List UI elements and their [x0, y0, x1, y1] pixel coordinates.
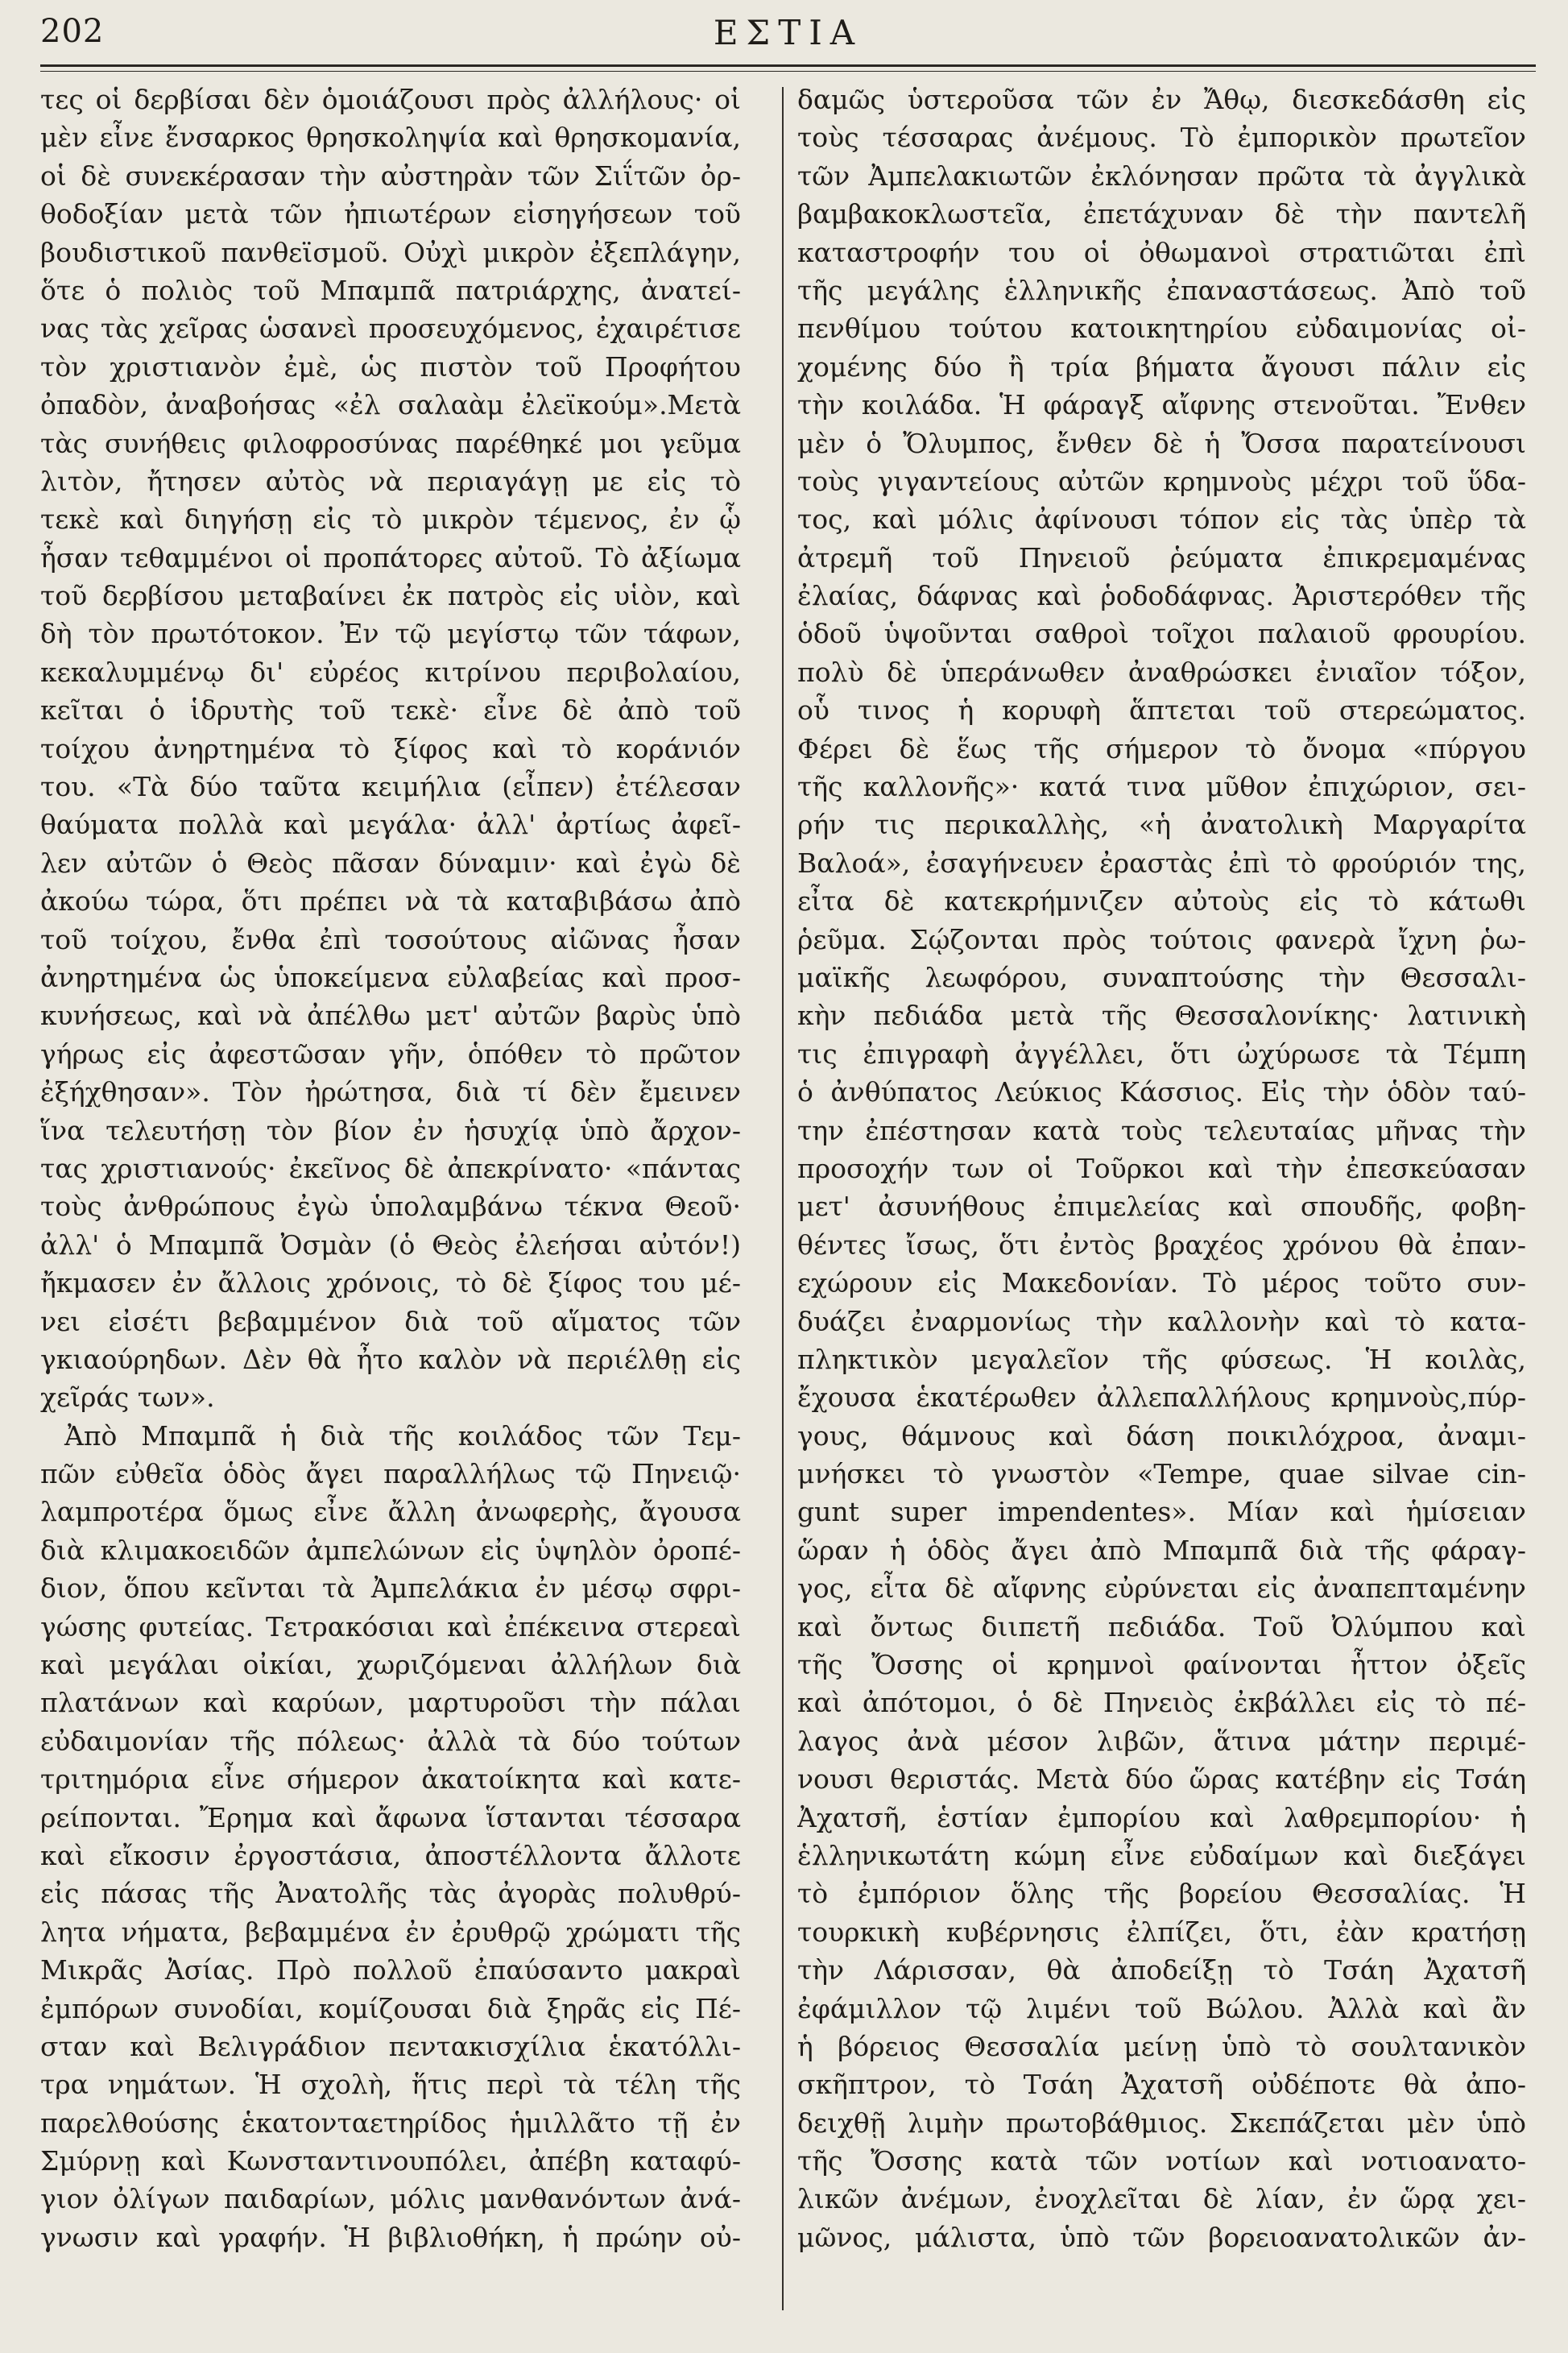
text-line: τρα νημάτων. Ἡ σχολὴ, ἥτις περὶ τὰ τέλη τῆς: [40, 2069, 741, 2101]
text-line: ἀνηρτημένα ὡς ὑποκείμενα εὐλαβείας καὶ προσ-: [40, 961, 741, 993]
text-line: ἀκούω τώρα, ὅτι πρέπει νὰ τὰ καταβιβάσω ἀπὸ: [40, 885, 741, 918]
text-line: ἔχουσα ἑκατέρωθεν ἀλλεπαλλήλους κρημνοὺς,πύρ-: [797, 1382, 1526, 1414]
text-line: τοὺς τέσσαρας ἀνέμους. Τὸ ἐμπορικὸν πρωτεῖον: [797, 122, 1526, 154]
text-line: βαμβακοκλωστεῖα, ἐπετάχυναν δὲ τὴν παντελῆ: [797, 198, 1526, 230]
text-line: μῶνος, μάλιστα, ὑπὸ τῶν βορειοανατολικῶν ἀν-: [797, 2221, 1526, 2253]
text-line: τῆς καλλονῆς»· κατά τινα μῦθον ἐπιχώριον, σει-: [797, 771, 1526, 803]
text-line: τοὺς ἀνθρώπους ἐγὼ ὑπολαμβάνω τέκνα Θεοῦ·: [40, 1191, 741, 1223]
text-line: τῆς μεγάλης ἑλληνικῆς ἐπαναστάσεως. Ἀπὸ τοῦ: [797, 274, 1526, 306]
text-line: πολὺ δὲ ὑπεράνωθεν ἀναθρώσκει ἐνιαῖον τόξον,: [797, 656, 1526, 688]
text-line: ἦσαν τεθαμμένοι οἱ προπάτορες αὐτοῦ. Τὸ ἀξίωμα: [40, 541, 741, 574]
text-line: λαμπροτέρα ὅμως εἶνε ἄλλη ἀνωφερὴς, ἄγουσα: [40, 1496, 741, 1528]
text-line: κὴν πεδιάδα μετὰ τῆς Θεσσαλονίκης· λατινικὴ: [797, 1000, 1526, 1032]
text-line: σκῆπτρον, τὸ Τσάη Ἀχατσῆ οὐδέποτε θὰ ἀπο-: [797, 2069, 1526, 2101]
text-line: τῆς Ὄσσης κατὰ τῶν νοτίων καὶ νοτιοανατο-: [797, 2145, 1526, 2177]
text-line: εὐδαιμονίαν τῆς πόλεως· ἀλλὰ τὰ δύο τούτων: [40, 1725, 741, 1757]
text-line: τὸ ἐμπόριον ὅλης τῆς βορείου Θεσσαλίας. Ἡ: [797, 1878, 1526, 1910]
text-line: βουδιστικοῦ πανθεϊσμοῦ. Οὐχὶ μικρὸν ἐξεπλάγην,: [40, 236, 741, 268]
text-line: γώσης φυτείας. Τετρακόσιαι καὶ ἐπέκεινα στερεαὶ: [40, 1610, 741, 1643]
text-line: διὰ κλιμακοειδῶν ἀμπελώνων εἰς ὑψηλὸν ὀροπέ-: [40, 1534, 741, 1566]
text-line: ὀπαδὸν, ἀναβοήσας «ἐλ σαλαὰμ ἐλεϊκούμ».Μετὰ: [40, 389, 741, 421]
text-line: μνήσκει τὸ γνωστὸν «Tempe, quae silvae cin-: [797, 1458, 1526, 1490]
text-line: πληκτικὸν μεγαλεῖον τῆς φύσεως. Ἡ κοιλὰς,: [797, 1343, 1526, 1375]
text-line: ὅτε ὁ πολιὸς τοῦ Μπαμπᾶ πατριάρχης, ἀνατεί-: [40, 274, 741, 306]
text-line: τας χριστιανούς· ἐκεῖνος δὲ ἀπεκρίνατο· «πάντας: [40, 1152, 741, 1184]
text-line: καταστροφήν του οἱ ὀθωμανοὶ στρατιῶται ἐπὶ: [797, 236, 1526, 268]
text-line: ἐμπόρων συνοδίαι, κομίζουσαι διὰ ξηρᾶς εἰς Πέ-: [40, 1992, 741, 2024]
text-line: τοῦ δερβίσου μεταβαίνει ἐκ πατρὸς εἰς υἱὸν, καὶ: [40, 580, 741, 612]
text-line: ῥεῦμα. Σῴζονται πρὸς τούτοις φανερὰ ἴχνη ῥω-: [797, 923, 1526, 955]
text-line: ἀτρεμῆ τοῦ Πηνειοῦ ῥεύματα ἐπικρεμαμένας: [797, 541, 1526, 574]
text-line: καὶ εἴκοσιν ἐργοστάσια, ἀποστέλλοντα ἄλλοτε: [40, 1839, 741, 1871]
text-line: εχώρουν εἰς Μακεδονίαν. Τὸ μέρος τοῦτο συν-: [797, 1267, 1526, 1299]
text-line: τεκὲ καὶ διηγήσῃ εἰς τὸ μικρὸν τέμενος, ἐν ᾧ: [40, 503, 741, 536]
right-column: [797, 81, 1526, 2256]
text-line: μαϊκῆς λεωφόρου, συναπτούσης τὴν Θεσσαλι-: [797, 961, 1526, 993]
text-line: λικῶν ἀνέμων, ἐνοχλεῖται δὲ λίαν, ἐν ὥρᾳ χει-: [797, 2183, 1526, 2215]
text-line: καὶ ἀπότομοι, ὁ δὲ Πηνειὸς ἐκβάλλει εἰς τὸ πέ-: [797, 1687, 1526, 1719]
page-number: 202: [40, 13, 105, 50]
text-line: τοῦ τοίχου, ἔνθα ἐπὶ τοσούτους αἰῶνας ἦσαν: [40, 923, 741, 955]
text-line: λιτὸν, ἤτησεν αὐτὸς νὰ περιαγάγῃ με εἰς τὸ: [40, 465, 741, 497]
text-line: ἵνα τελευτήσῃ τὸν βίον ἐν ἡσυχίᾳ ὑπὸ ἄρχον-: [40, 1114, 741, 1146]
text-line: τος, καὶ μόλις ἀφίνουσι τόπον εἰς τὰς ὑπὲρ τὰ: [797, 503, 1526, 536]
text-line: μετ' ἀσυνήθους ἐπιμελείας καὶ σπουδῆς, φοβη-: [797, 1191, 1526, 1223]
text-line: την ἐπέστησαν κατὰ τοὺς τελευταίας μῆνας τὴν: [797, 1114, 1526, 1146]
text-line: εἰς πάσας τῆς Ἀνατολῆς τὰς ἀγορὰς πολυθρύ-: [40, 1878, 741, 1910]
text-line: ρείπονται. Ἔρημα καὶ ἄφωνα ἵστανται τέσσαρα: [40, 1801, 741, 1833]
text-line: πενθίμου τούτου κατοικητηρίου εὐδαιμονίας οἰ-: [797, 313, 1526, 345]
page-header: [40, 8, 1536, 56]
text-line: γους, θάμνους καὶ δάση ποικιλόχροα, ἀναμι-: [797, 1419, 1526, 1452]
text-line: προσοχήν των οἱ Τοῦρκοι καὶ τὴν ἐπεσκεύασαν: [797, 1152, 1526, 1184]
text-line: δαμῶς ὑστεροῦσα τῶν ἐν Ἄθῳ, διεσκεδάσθη εἰς: [797, 84, 1526, 115]
text-line: ἐφάμιλλον τῷ λιμένι τοῦ Βώλου. Ἀλλὰ καὶ ἂν: [797, 1992, 1526, 2024]
text-line: νας τὰς χεῖρας ὡσανεὶ προσευχόμενος, ἐχαιρέτισε: [40, 313, 741, 345]
left-column: [40, 81, 741, 2256]
text-line: σταν καὶ Βελιγράδιον πεντακισχίλια ἑκατόλλι-: [40, 2030, 741, 2062]
text-line: λητα νήματα, βεβαμμένα ἐν ἐρυθρῷ χρώματι τῆς: [40, 1916, 741, 1948]
text-line: ὁ ἀνθύπατος Λεύκιος Κάσσιος. Εἰς τὴν ὁδὸν ταύ-: [797, 1076, 1526, 1108]
text-line: gunt super impendentes». Μίαν καὶ ἡμίσειαν: [797, 1496, 1526, 1528]
text-line: μὲν εἶνε ἔνσαρκος θρησκοληψία καὶ θρησκομανία,: [40, 122, 741, 154]
text-line: Ἀχατσῆ, ἑστίαν ἐμπορίου καὶ λαθρεμπορίου· ἡ: [797, 1801, 1526, 1833]
text-line: ἀλλ' ὁ Μπαμπᾶ Ὀσμὰν (ὁ Θεὸς ἐλεήσαι αὐτόν!): [40, 1228, 741, 1261]
text-line: του. «Τὰ δύο ταῦτα κειμήλια (εἶπεν) ἐτέλεσαν: [40, 771, 741, 803]
text-line: Βαλοά», ἐσαγήνευεν ἐραστὰς ἐπὶ τὸ φρούριόν της,: [797, 847, 1526, 879]
text-line: τοὺς γιγαντείους αὐτῶν κρημνοὺς μέχρι τοῦ ὕδα-: [797, 465, 1526, 497]
text-line: Ἀπὸ Μπαμπᾶ ἡ διὰ τῆς κοιλάδος τῶν Τεμ-: [64, 1419, 741, 1452]
text-line: ρήν τις περικαλλὴς, «ἡ ἀνατολικὴ Μαργαρίτα: [797, 809, 1526, 841]
text-line: θοδοξίαν μετὰ τῶν ἠπιωτέρων εἰσηγήσεων τοῦ: [40, 198, 741, 230]
text-line: λεν αὐτῶν ὁ Θεὸς πᾶσαν δύναμιν· καὶ ἐγὼ δὲ: [40, 847, 741, 879]
text-line: τὴν Λάρισσαν, θὰ ἀποδείξῃ τὸ Τσάη Ἀχατσῆ: [797, 1954, 1526, 1986]
text-line: Φέρει δὲ ἕως τῆς σήμερον τὸ ὄνομα «πύργου: [797, 732, 1526, 764]
text-line: θέντες ἴσως, ὅτι ἐντὸς βραχέος χρόνου θὰ ἐπαν-: [797, 1228, 1526, 1261]
text-line: θαύματα πολλὰ καὶ μεγάλα· ἀλλ' ἀρτίως ἀφεῖ-: [40, 809, 741, 841]
text-line: ὥραν ἡ ὁδὸς ἄγει ἀπὸ Μπαμπᾶ διὰ τῆς φάραγ-: [797, 1534, 1526, 1566]
text-line: καὶ μεγάλαι οἰκίαι, χωριζόμεναι ἀλλήλων διὰ: [40, 1649, 741, 1681]
text-line: ἐξήχθησαν». Τὸν ἠρώτησα, διὰ τί δὲν ἔμεινεν: [40, 1076, 741, 1108]
text-line: εἶτα δὲ κατεκρήμνιζεν αὐτοὺς εἰς τὸ κάτωθι: [797, 885, 1526, 918]
text-line: δειχθῇ λιμὴν πρωτοβάθμιος. Σκεπάζεται μὲν ὑπὸ: [797, 2107, 1526, 2139]
text-line: γκιαούρηδων. Δὲν θὰ ἦτο καλὸν νὰ περιέλθῃ εἰς: [40, 1343, 741, 1375]
text-line: τοίχου ἀνηρτημένα τὸ ξίφος καὶ τὸ κοράνιόν: [40, 732, 741, 764]
text-line: δὴ τὸν πρωτότοκον. Ἐν τῷ μεγίστῳ τῶν τάφων,: [40, 618, 741, 650]
text-line: νει εἰσέτι βεβαμμένον διὰ τοῦ αἵματος τῶν: [40, 1305, 741, 1337]
column-divider: [782, 87, 784, 2310]
text-line: διον, ὅπου κεῖνται τὰ Ἀμπελάκια ἐν μέσῳ σφρι-: [40, 1572, 741, 1605]
text-line: νουσι θεριστάς. Μετὰ δύο ὥρας κατέβην εἰς Τσάη: [797, 1763, 1526, 1796]
text-line: τὴν κοιλάδα. Ἡ φάραγξ αἴφνης στενοῦται. Ἔνθεν: [797, 389, 1526, 421]
text-line: γνωσιν καὶ γραφήν. Ἡ βιβλιοθήκη, ἡ πρώην οὐ-: [40, 2221, 741, 2253]
text-line: λαγος ἀνὰ μέσον λιβῶν, ἅτινα μάτην περιμέ-: [797, 1725, 1526, 1757]
text-line: οὗ τινος ἡ κορυφὴ ἅπτεται τοῦ στερεώματος.: [797, 694, 1526, 727]
text-line: γος, εἶτα δὲ αἴφνης εὐρύνεται εἰς ἀναπεπταμένην: [797, 1572, 1526, 1605]
text-line: ἡ βόρειος Θεσσαλία μείνῃ ὑπὸ τὸ σουλτανικὸν: [797, 2030, 1526, 2062]
text-line: γήρως εἰς ἀφεστῶσαν γῆν, ὁπόθεν τὸ πρῶτον: [40, 1038, 741, 1070]
text-line: οἱ δὲ συνεκέρασαν τὴν αὐστηρὰν τῶν Σιΐτῶν ὀρ-: [40, 159, 741, 192]
text-line: τουρκικὴ κυβέρνησις ἐλπίζει, ὅτι, ἐὰν κρατήσῃ: [797, 1916, 1526, 1948]
text-line: Σμύρνῃ καὶ Κωνσταντινουπόλει, ἀπέβη καταφύ-: [40, 2145, 741, 2177]
header-rule-thin: [40, 71, 1536, 72]
text-line: γιον ὀλίγων παιδαρίων, μόλις μανθανόντων ἀνά-: [40, 2183, 741, 2215]
text-line: παρελθούσης ἑκατονταετηρίδος ἡμιλλᾶτο τῇ ἐν: [40, 2107, 741, 2139]
header-rule: [40, 64, 1536, 67]
text-line: τῶν Ἀμπελακιωτῶν ἐκλόνησαν πρῶτα τὰ ἀγγλικὰ: [797, 159, 1526, 192]
text-line: ἑλληνικωτάτη κώμη εἶνε εὐδαίμων καὶ διεξάγει: [797, 1839, 1526, 1871]
text-line: μὲν ὁ Ὄλυμπος, ἔνθεν δὲ ἡ Ὄσσα παρατείνουσι: [797, 427, 1526, 459]
text-line: ἐλαίας, δάφνας καὶ ῥοδοδάφνας. Ἀριστερόθεν τῆς: [797, 580, 1526, 612]
text-line: ὁδοῦ ὑψοῦνται σαθροὶ τοῖχοι παλαιοῦ φρουρίου.: [797, 618, 1526, 650]
text-line: τὰς συνήθεις φιλοφροσύνας παρέθηκέ μοι γεῦμα: [40, 427, 741, 459]
text-line: χομένης δύο ἢ τρία βήματα ἄγουσι πάλιν εἰς: [797, 350, 1526, 383]
text-line: ἤκμασεν ἐν ἄλλοις χρόνοις, τὸ δὲ ξίφος του μέ-: [40, 1267, 741, 1299]
text-line: καὶ ὄντως διιπετῆ πεδιάδα. Τοῦ Ὀλύμπου καὶ: [797, 1610, 1526, 1643]
text-line: δυάζει ἐναρμονίως τὴν καλλονὴν καὶ τὸ κατα-: [797, 1305, 1526, 1337]
text-line: τῆς Ὄσσης οἱ κρημνοὶ φαίνονται ἧττον ὀξεῖς: [797, 1649, 1526, 1681]
text-line: πῶν εὐθεῖα ὁδὸς ἄγει παραλλήλως τῷ Πηνειῷ·: [40, 1458, 741, 1490]
text-line: πλατάνων καὶ καρύων, μαρτυροῦσι τὴν πάλαι: [40, 1687, 741, 1719]
text-line: Μικρᾶς Ἀσίας. Πρὸ πολλοῦ ἐπαύσαντο μακραὶ: [40, 1954, 741, 1986]
text-line: τὸν χριστιανὸν ἐμὲ, ὡς πιστὸν τοῦ Προφήτου: [40, 350, 741, 383]
running-title: ΕΣΤΙΑ: [713, 13, 863, 52]
text-line: τες οἱ δερβίσαι δὲν ὁμοιάζουσι πρὸς ἀλλήλους· οἱ: [40, 84, 741, 115]
text-line: κεῖται ὁ ἱδρυτὴς τοῦ τεκὲ· εἶνε δὲ ἀπὸ τοῦ: [40, 694, 741, 727]
text-line: τριτημόρια εἶνε σήμερον ἀκατοίκητα καὶ κατε-: [40, 1763, 741, 1796]
text-line: κεκαλυμμένῳ δι' εὐρέος κιτρίνου περιβολαίου,: [40, 656, 741, 688]
text-line: χεῖράς των».: [40, 1382, 215, 1414]
text-line: τις ἐπιγραφὴ ἀγγέλλει, ὅτι ὠχύρωσε τὰ Τέμπη: [797, 1038, 1526, 1070]
text-line: κυνήσεως, καὶ νὰ ἀπέλθω μετ' αὐτῶν βαρὺς ὑπὸ: [40, 1000, 741, 1032]
